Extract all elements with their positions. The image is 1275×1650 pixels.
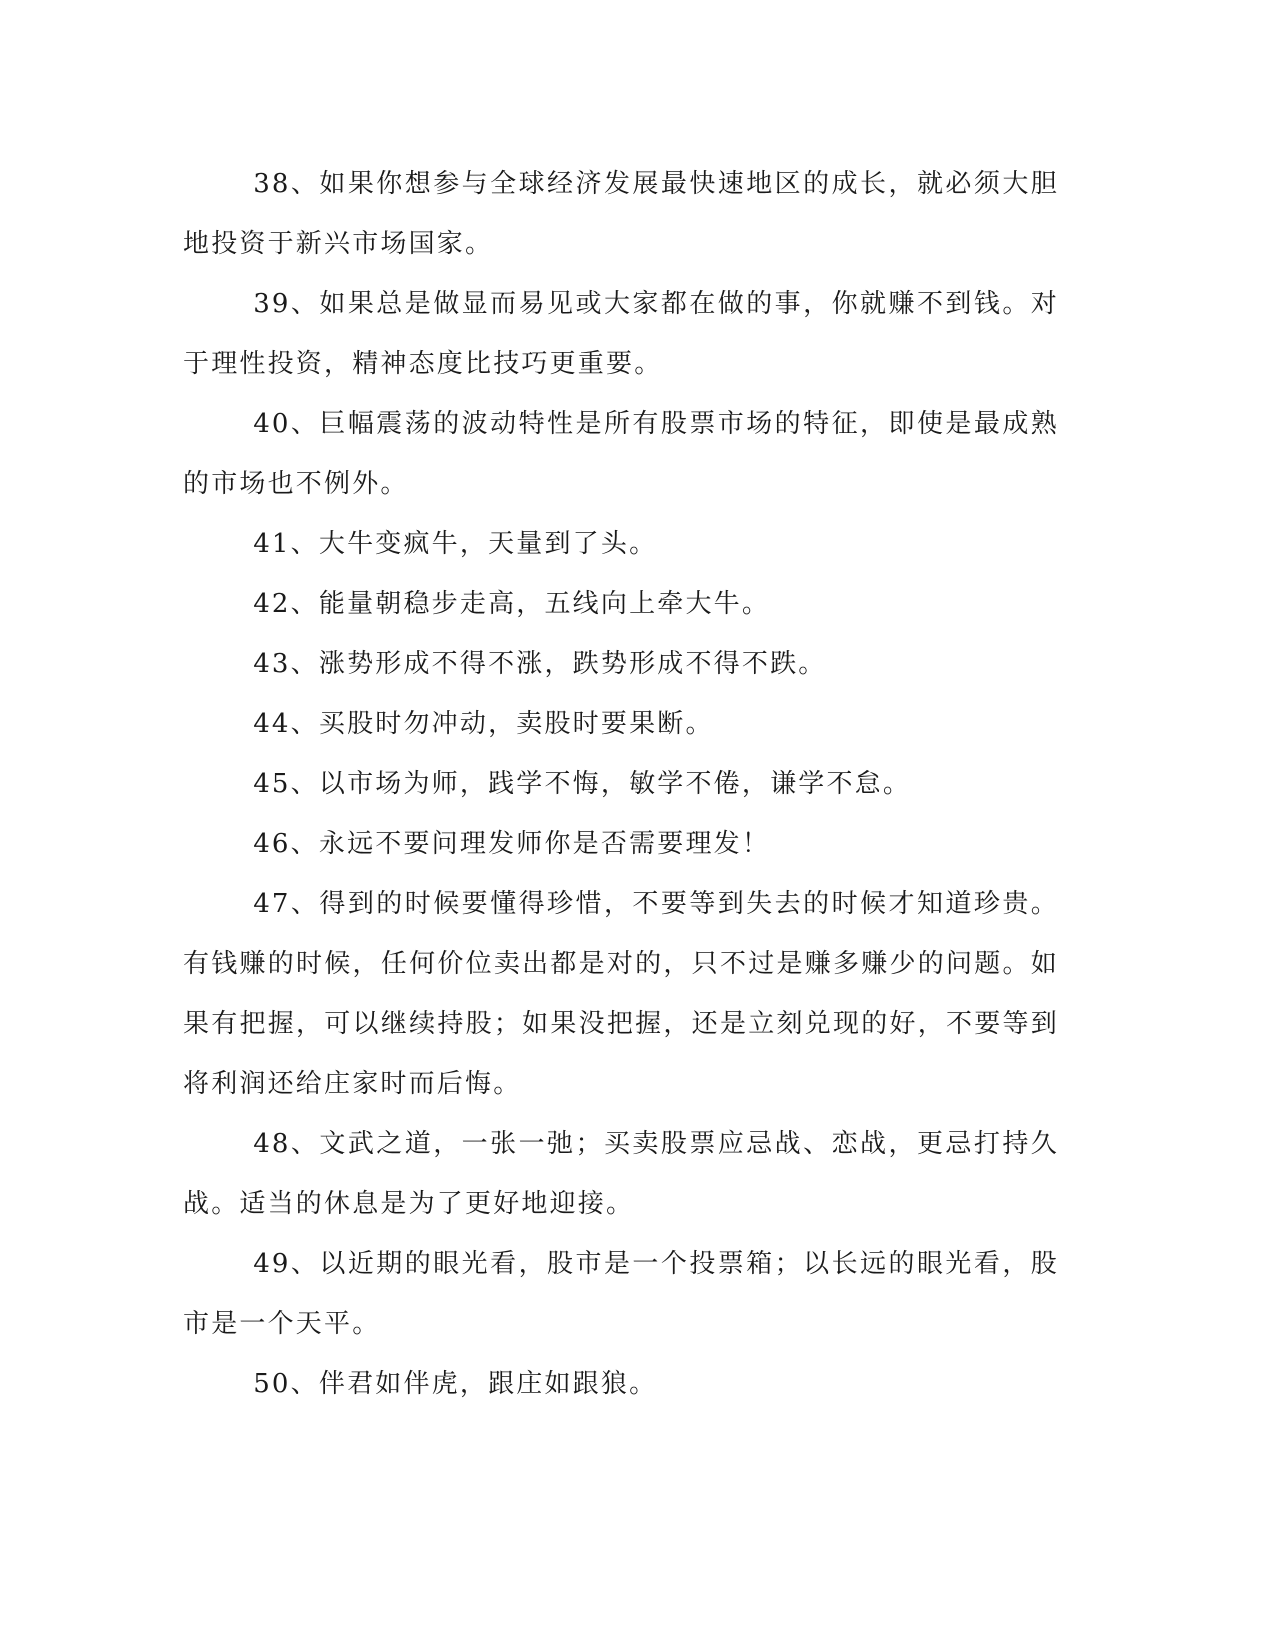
paragraph-43: 43、涨势形成不得不涨，跌势形成不得不跌。 [253, 649, 827, 679]
paragraph-40: 40、巨幅震荡的波动特性是所有股票市场的特征，即使是最成熟的市场也不例外。 [183, 409, 1059, 499]
paragraph-44: 44、买股时勿冲动，卖股时要果断。 [253, 709, 714, 739]
paragraph-39: 39、如果总是做显而易见或大家都在做的事，你就赚不到钱。对于理性投资，精神态度比技巧更重要。 [183, 289, 1059, 379]
paragraph-49: 49、以近期的眼光看，股市是一个投票箱；以长远的眼光看，股市是一个天平。 [183, 1249, 1059, 1339]
paragraph-46: 46、永远不要问理发师你是否需要理发！ [253, 829, 771, 859]
paragraph-42: 42、能量朝稳步走高，五线向上牵大牛。 [253, 589, 771, 619]
paragraph-45: 45、以市场为师，践学不悔，敏学不倦，谦学不怠。 [253, 769, 912, 799]
document-body [183, 154, 1059, 1414]
paragraph-38: 38、如果你想参与全球经济发展最快速地区的成长，就必须大胆地投资于新兴市场国家。 [183, 169, 1059, 259]
paragraph-50: 50、伴君如伴虎，跟庄如跟狼。 [253, 1369, 658, 1399]
paragraph-48: 48、文武之道，一张一弛；买卖股票应忌战、恋战，更忌打持久战。适当的休息是为了更好地迎接。 [183, 1129, 1059, 1219]
paragraph-41: 41、大牛变疯牛，天量到了头。 [253, 529, 658, 559]
paragraph-47: 47、得到的时候要懂得珍惜，不要等到失去的时候才知道珍贵。有钱赚的时候，任何价位卖出都是对的，只不过是赚多赚少的问题。如果有把握，可以继续持股；如果没把握，还是立刻兑现的好，不要等到将利润还给庄家时而后悔。 [183, 889, 1059, 1099]
